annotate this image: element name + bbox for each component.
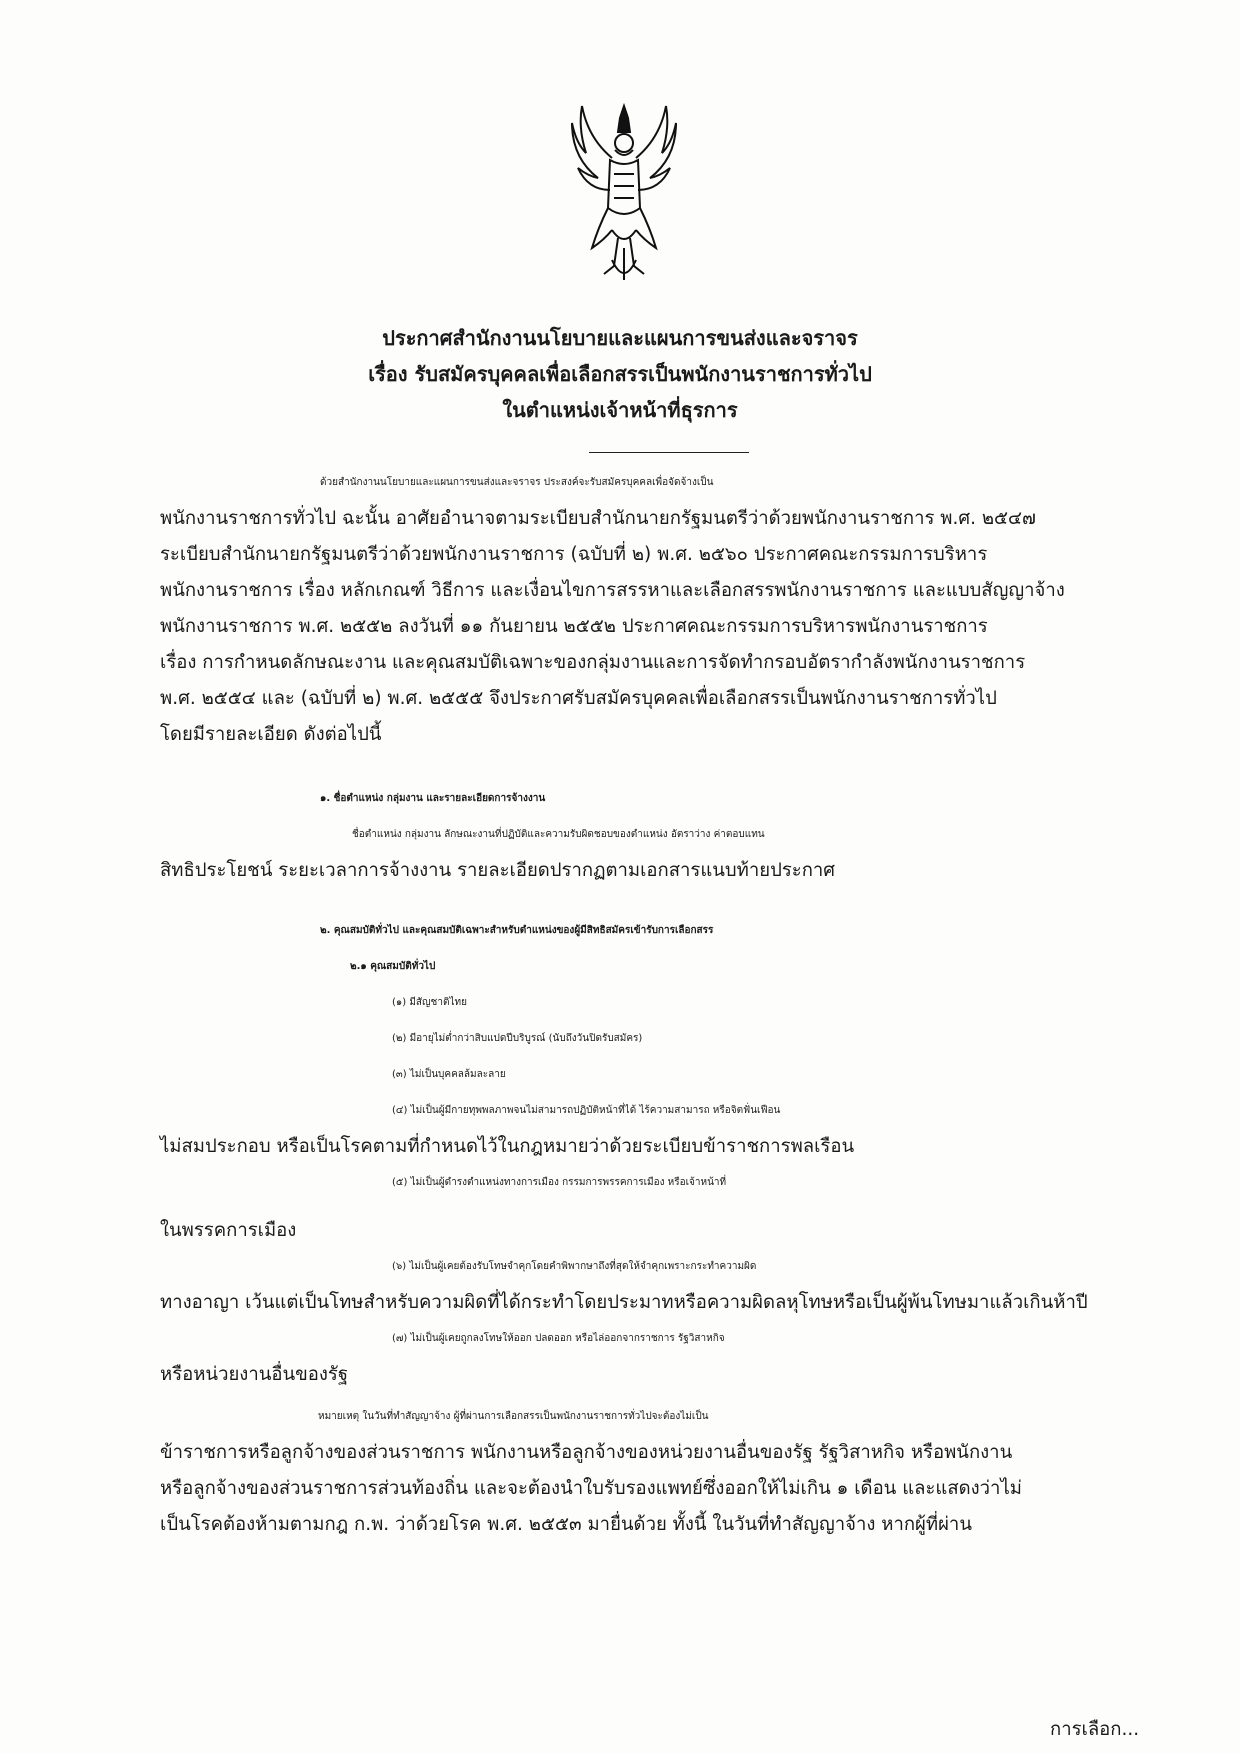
qualification-item: (๑) มีสัญชาติไทย [392, 997, 467, 1008]
section-1-heading: ๑. ชื่อตำแหน่ง กลุ่มงาน และรายละเอียดการจ้างงาน [320, 793, 546, 804]
section-1-text: สิทธิประโยชน์ ระยะเวลาการจ้างงาน รายละเอียดปรากฏตามเอกสารแนบท้ายประกาศ [160, 860, 836, 881]
intro-line: พนักงานราชการ พ.ศ. ๒๕๕๒ ลงวันที่ ๑๑ กันยายน ๒๕๕๒ ประกาศคณะกรรมการบริหารพนักงานราชการ [160, 616, 988, 637]
qualification-item: (๗) ไม่เป็นผู้เคยถูกลงโทษให้ออก ปลดออก หรือไล่ออกจากราชการ รัฐวิสาหกิจ [392, 1333, 725, 1344]
qualification-continuation: หรือหน่วยงานอื่นของรัฐ [160, 1364, 349, 1385]
title-divider [589, 452, 749, 453]
qualification-item: (๓) ไม่เป็นบุคคลล้มละลาย [392, 1069, 506, 1080]
intro-line: ระเบียบสำนักนายกรัฐมนตรีว่าด้วยพนักงานราชการ (ฉบับที่ ๒) พ.ศ. ๒๕๖๐ ประกาศคณะกรรมการบริหาร [160, 544, 988, 565]
title-line-1: ประกาศสำนักงานนโยบายและแผนการขนส่งและจราจร [382, 326, 858, 350]
section-2-1-heading: ๒.๑ คุณสมบัติทั่วไป [350, 961, 436, 972]
note-line: ข้าราชการหรือลูกจ้างของส่วนราชการ พนักงานหรือลูกจ้างของหน่วยงานอื่นของรัฐ รัฐวิสาหกิจ หรือพนักงาน [160, 1442, 1013, 1463]
qualification-item: (๔) ไม่เป็นผู้มีกายทุพพลภาพจนไม่สามารถปฏิบัติหน้าที่ได้ ไร้ความสามารถ หรือจิตฟั่นเฟือน [392, 1105, 781, 1116]
intro-line: พนักงานราชการทั่วไป ฉะนั้น อาศัยอำนาจตามระเบียบสำนักนายกรัฐมนตรีว่าด้วยพนักงานราชการ พ.ศ. ๒๕๔๗ [160, 508, 1036, 529]
title-line-2: เรื่อง รับสมัครบุคคลเพื่อเลือกสรรเป็นพนักงานราชการทั่วไป [368, 362, 872, 386]
intro-line: พนักงานราชการ เรื่อง หลักเกณฑ์ วิธีการ และเงื่อนไขการสรรหาและเลือกสรรพนักงานราชการ และแบบสัญญาจ้าง [160, 580, 1065, 601]
note-line: หรือลูกจ้างของส่วนราชการส่วนท้องถิ่น และจะต้องนำใบรับรองแพทย์ซึ่งออกให้ไม่เกิน ๑ เดือน และแสดงว่าไม่ [160, 1478, 1022, 1499]
qualification-continuation: ไม่สมประกอบ หรือเป็นโรคตามที่กำหนดไว้ในกฎหมายว่าด้วยระเบียบข้าราชการพลเรือน [160, 1136, 855, 1157]
qualification-item: (๕) ไม่เป็นผู้ดำรงตำแหน่งทางการเมือง กรรมการพรรคการเมือง หรือเจ้าหน้าที่ [392, 1177, 727, 1188]
intro-line: เรื่อง การกำหนดลักษณะงาน และคุณสมบัติเฉพาะของกลุ่มงานและการจัดทำกรอบอัตรากำลังพนักงานราชการ [160, 652, 1026, 673]
intro-line: โดยมีรายละเอียด ดังต่อไปนี้ [160, 724, 382, 745]
qualification-continuation: ทางอาญา เว้นแต่เป็นโทษสำหรับความผิดที่ได้กระทำโดยประมาทหรือความผิดลหุโทษหรือเป็นผู้พ้นโทษมาแล้วเกินห้าปี [160, 1292, 1088, 1313]
intro-line: ด้วยสำนักงานนโยบายและแผนการขนส่งและจราจร ประสงค์จะรับสมัครบุคคลเพื่อจัดจ้างเป็น [320, 477, 714, 488]
qualification-continuation: ในพรรคการเมือง [160, 1220, 297, 1241]
note-line: เป็นโรคต้องห้ามตามกฎ ก.พ. ว่าด้วยโรค พ.ศ. ๒๕๕๓ มายื่นด้วย ทั้งนี้ ในวันที่ทำสัญญาจ้าง หากผู้ที่ผ่าน [160, 1514, 972, 1535]
garuda-emblem-icon [568, 98, 680, 288]
qualification-item: (๒) มีอายุไม่ต่ำกว่าสิบแปดปีบริบูรณ์ (นับถึงวันปิดรับสมัคร) [392, 1033, 643, 1044]
qualification-item: (๖) ไม่เป็นผู้เคยต้องรับโทษจำคุกโดยคำพิพากษาถึงที่สุดให้จำคุกเพราะกระทำความผิด [392, 1261, 757, 1272]
note-line: หมายเหตุ ในวันที่ทำสัญญาจ้าง ผู้ที่ผ่านการเลือกสรรเป็นพนักงานราชการทั่วไปจะต้องไม่เป็น [318, 1411, 709, 1422]
title-line-3: ในตำแหน่งเจ้าหน้าที่ธุรการ [502, 398, 738, 422]
section-2-heading: ๒. คุณสมบัติทั่วไป และคุณสมบัติเฉพาะสำหรับตำแหน่งของผู้มีสิทธิสมัครเข้ารับการเลือกสรร [320, 925, 714, 936]
intro-line: พ.ศ. ๒๕๕๔ และ (ฉบับที่ ๒) พ.ศ. ๒๕๕๕ จึงประกาศรับสมัครบุคคลเพื่อเลือกสรรเป็นพนักงานราชการทั่วไป [160, 688, 997, 709]
page-continuation-text: การเลือก... [1050, 1719, 1140, 1740]
section-1-text: ชื่อตำแหน่ง กลุ่มงาน ลักษณะงานที่ปฏิบัติและความรับผิดชอบของตำแหน่ง อัตราว่าง ค่าตอบแทน [352, 829, 765, 840]
